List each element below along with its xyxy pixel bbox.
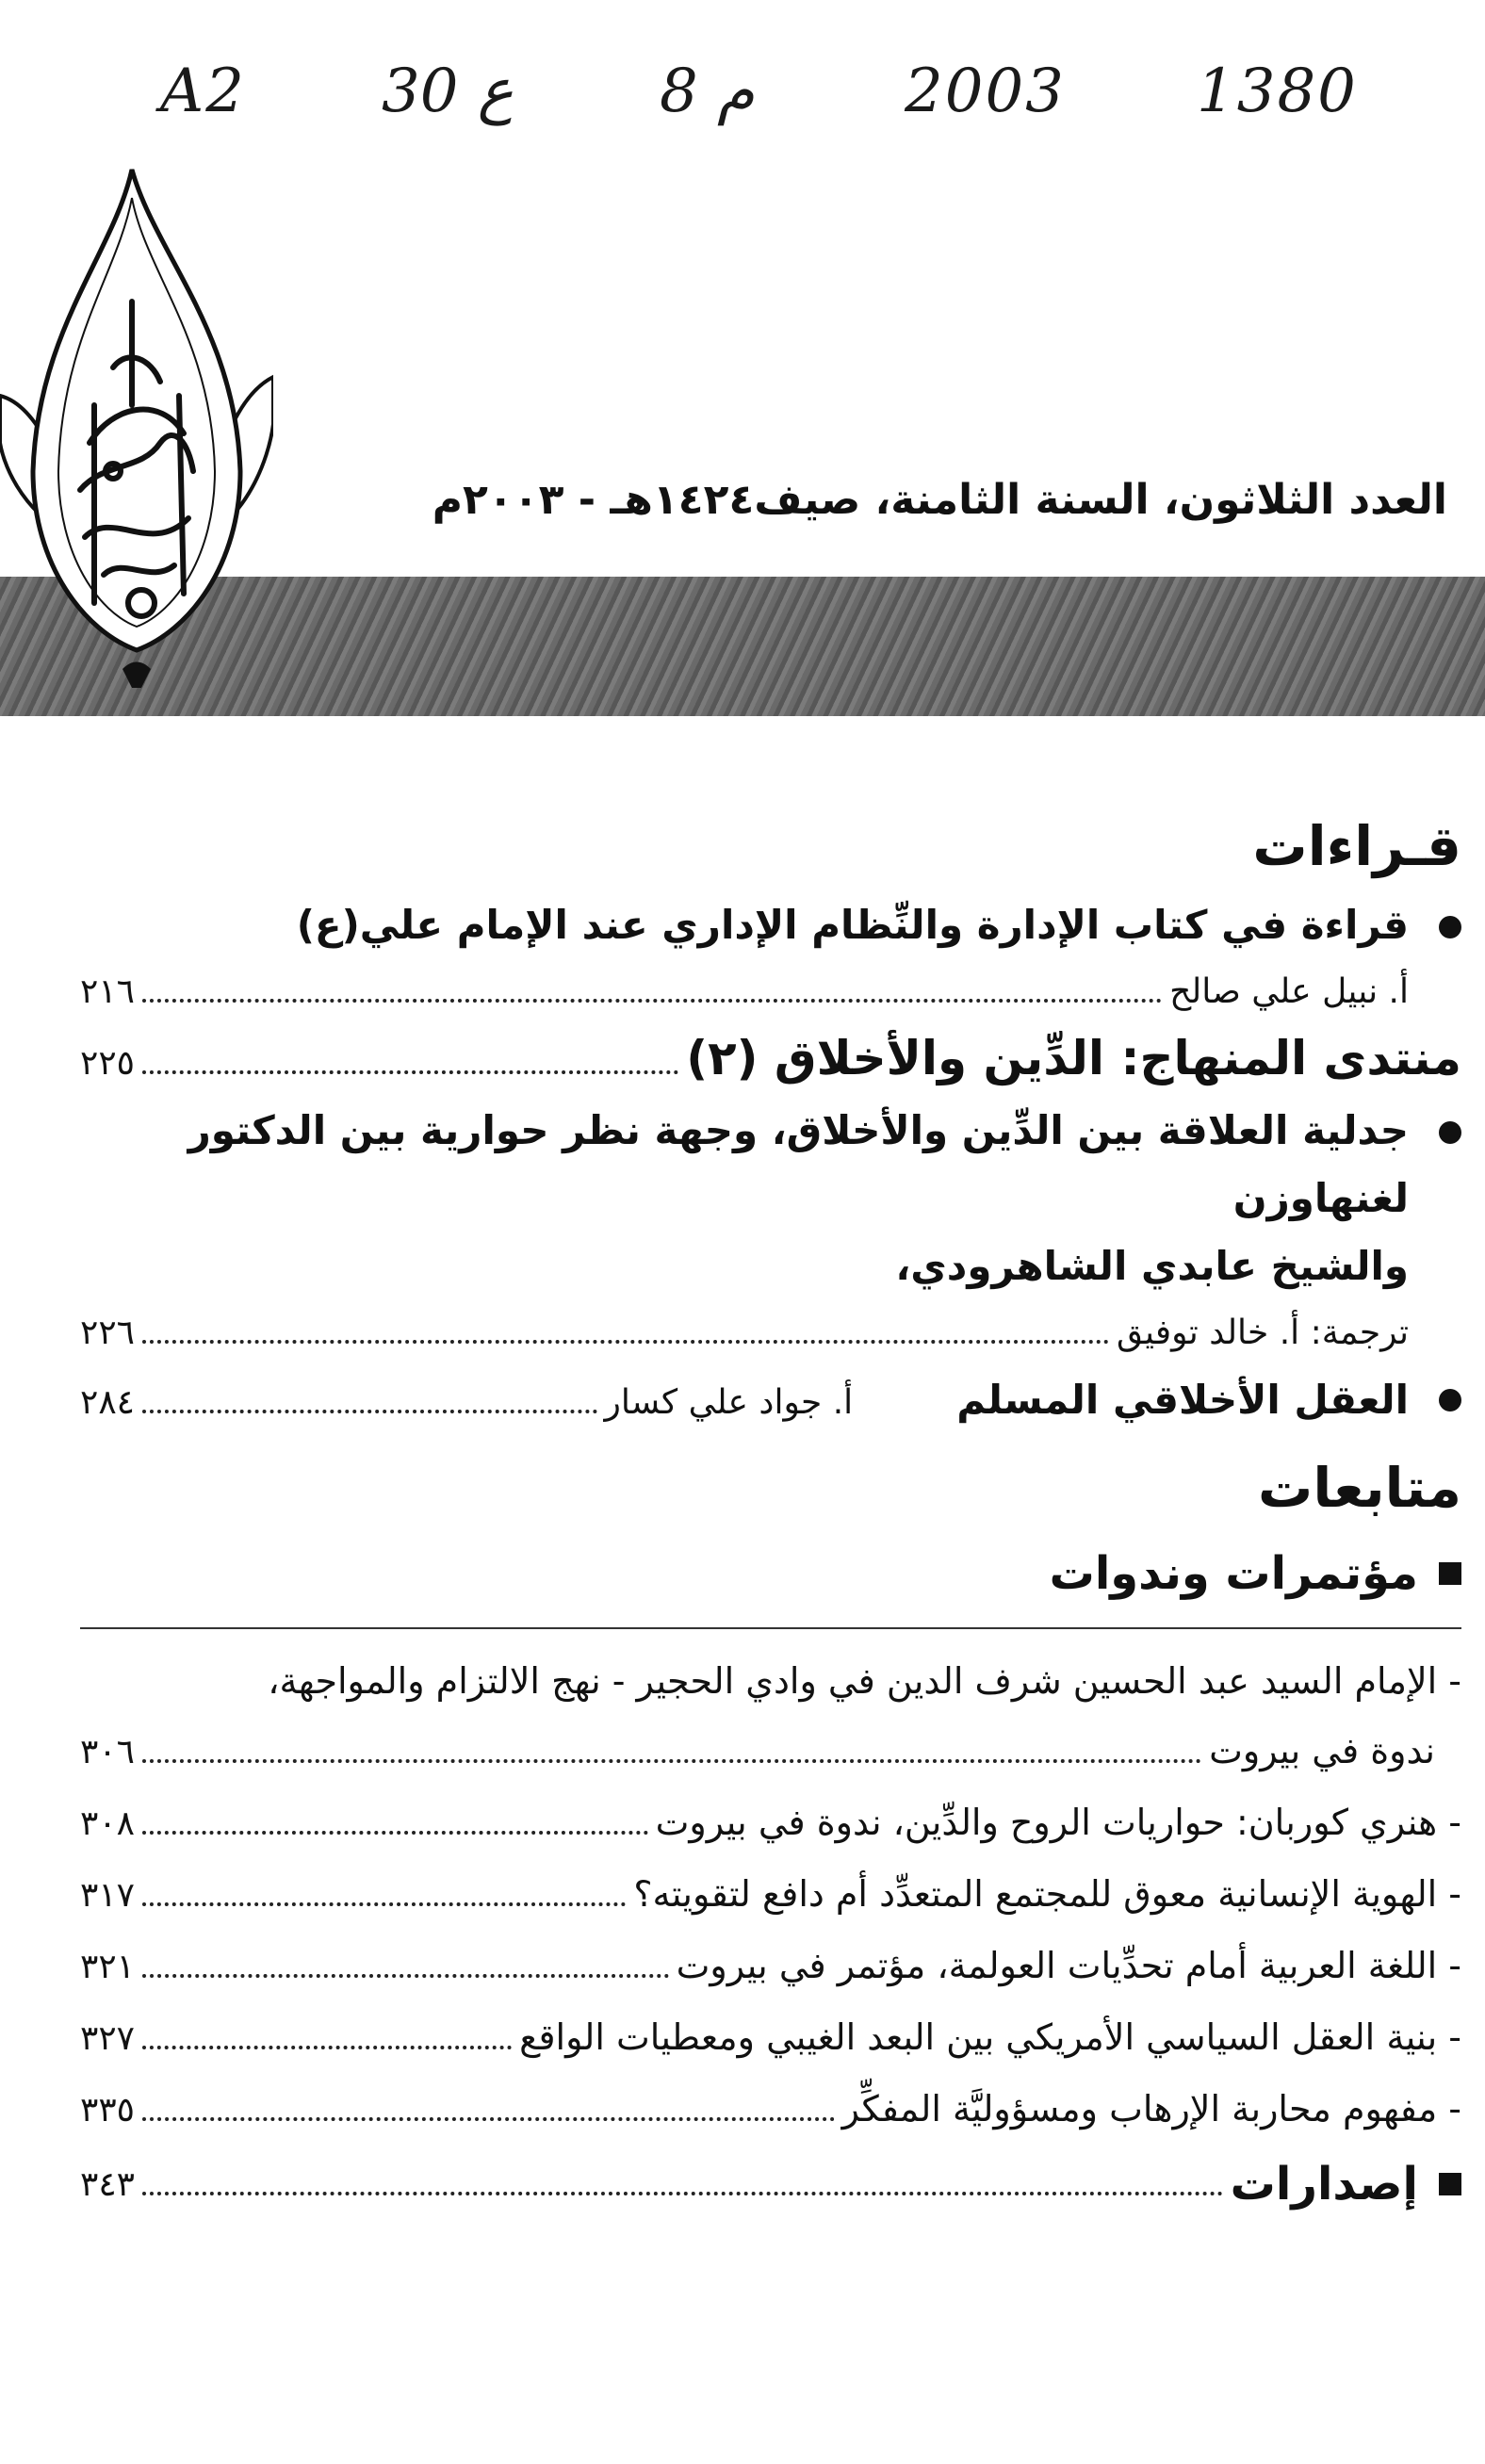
forum-item2-title [956,1366,1461,1434]
page-number: ٣٠٨ [80,1804,136,1843]
publications-line [80,2151,1461,2218]
page-number: ٣٢٧ [80,2019,136,2058]
square-bullet-icon [1439,2173,1461,2195]
bullet-icon [1439,916,1461,938]
readings-item-title [80,891,1461,959]
handwritten-note-30: 30 ع [382,57,514,126]
forum-heading-line [80,1025,1461,1097]
page-number: ٣٠٦ [80,1733,136,1771]
readings-item-title-text: قراءة في كتاب الإدارة والنِّظام الإداري عند الإمام علي(ع) [296,902,1409,948]
dot-leader [142,1410,597,1413]
dot-leader [142,1340,1109,1344]
forum-item2-line [80,1366,1461,1437]
conference-item [80,1859,1461,1931]
calligraphy-emblem-logo [0,160,273,688]
conference-list [80,1646,1461,2146]
conference-item-text: - الهوية الإنسانية معوق للمجتمع المتعدِّد أم دافع لتقويته؟ [633,1873,1461,1915]
translator: ترجمة: أ. خالد توفيق [1117,1314,1409,1352]
dot-leader [142,1902,626,1906]
readings-item-author-line [80,959,1461,1025]
dot-leader [142,1070,678,1074]
page-number: ٣٢١ [80,1948,136,1986]
handwritten-note-a2: A2 [160,57,246,126]
section-heading-readings: قـراءات [1252,814,1461,878]
subsection-heading-text: مؤتمرات وندوات [1049,1547,1418,1600]
page-number: ٢١٦ [80,972,136,1011]
conference-item-text: - هنري كوربان: حواريات الروح والدِّين، ندوة في بيروت [655,1802,1461,1843]
bullet-icon [1439,1389,1461,1411]
page-number: ٣٣٥ [80,2091,136,2129]
divider [80,1627,1461,1629]
conference-item-text: - بنية العقل السياسي الأمريكي بين البعد الغيبي ومعطيات الواقع [519,2016,1461,2058]
publications-heading-text: إصدارات [1230,2158,1418,2211]
table-of-contents [80,801,1461,2218]
subsection-heading-conferences [80,1533,1461,1614]
section-heading-forum: منتدى المنهاج: الدِّين والأخلاق (٢) [686,1031,1461,1085]
dot-leader [142,2117,835,2121]
conference-item-text: ندوة في بيروت [1209,1730,1435,1771]
dot-leader [142,1974,669,1978]
conference-item-line1: - الإمام السيد عبد الحسين شرف الدين في وادي الحجير - نهج الالتزام والمواجهة، [268,1660,1461,1702]
handwritten-note-hijri: 1380 [1197,57,1358,126]
dot-leader [142,2192,1223,2195]
section-heading-followups: متابعات [1258,1456,1461,1520]
handwritten-note-year: 2003 [905,57,1066,126]
bullet-icon [1439,1121,1461,1144]
conference-item-text: - مفهوم محاربة الإرهاب ومسؤوليَّة المفكِّر [841,2088,1461,2129]
forum-item-title-line1: جدلية العلاقة بين الدِّين والأخلاق، وجهة نظر حوارية بين الدكتور لغنهاوزن [188,1107,1409,1221]
conference-item [80,1716,1461,1787]
forum-item-title-line2: والشيخ عابدي الشاهرودي، [895,1243,1409,1289]
conference-item-text: - اللغة العربية أمام تحدِّيات العولمة، مؤتمر في بيروت [676,1945,1461,1986]
square-bullet-icon [1439,1562,1461,1585]
conference-item [80,2002,1461,2074]
forum-item-translator-line [80,1300,1461,1366]
author: أ. نبيل علي صالح [1169,972,1409,1011]
forum-item2-title-text: العقل الأخلاقي المسلم [956,1377,1409,1423]
page-number: ٢٢٥ [80,1044,136,1083]
conference-item [80,2074,1461,2146]
dot-leader [142,1831,648,1835]
page-number: ٢٨٤ [80,1383,136,1422]
page-number: ٢٢٦ [80,1314,136,1352]
dot-leader [142,1759,1201,1763]
handwritten-note-8: 8 م [660,57,755,126]
forum-item-title [80,1097,1461,1300]
conference-item [80,1787,1461,1859]
publications-heading [1231,2151,1461,2217]
page-number: ٣٤٣ [80,2165,136,2204]
dot-leader [142,999,1162,1003]
conference-item [80,1931,1461,2002]
author: أ. جواد علي كسار [604,1383,854,1422]
dot-leader [142,2046,512,2049]
issue-line: العدد الثلاثون، السنة الثامنة، صيف١٤٢٤هـ - ٢٠٠٣م [432,476,1447,524]
page-number: ٣١٧ [80,1876,136,1915]
